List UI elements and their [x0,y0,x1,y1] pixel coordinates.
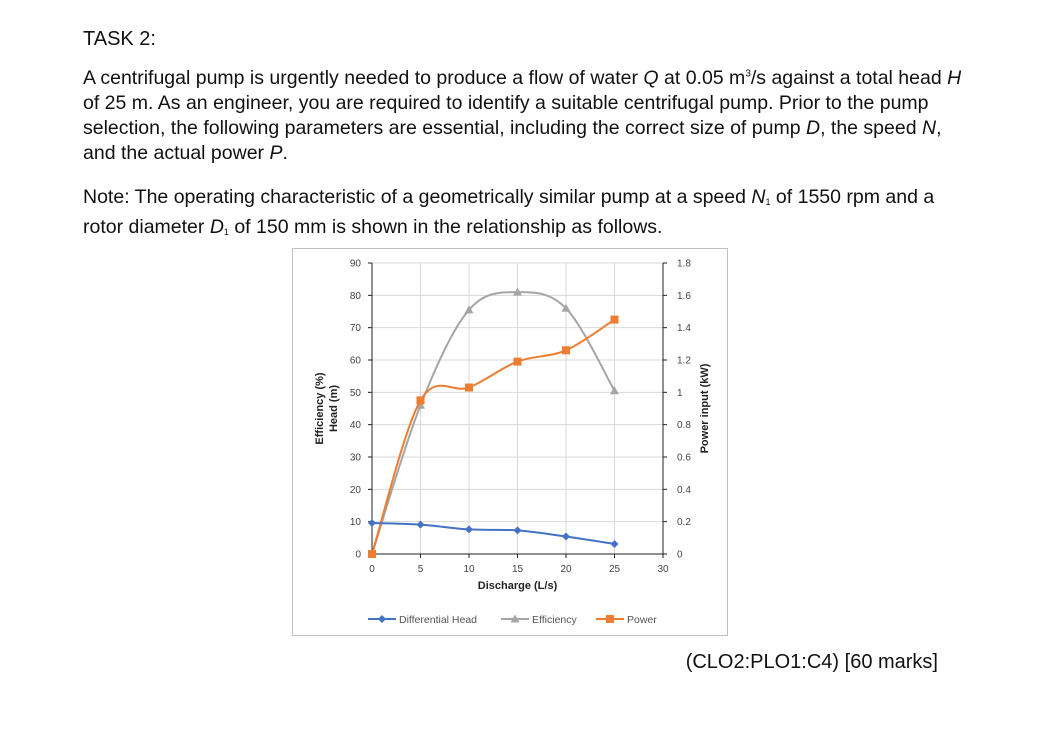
left-tick-label: 50 [349,387,361,399]
right-tick-label: 0.2 [677,517,691,529]
left-tick-label: 90 [349,258,361,270]
right-tick-label: 1.4 [677,323,691,335]
differential-head-data-point [611,540,619,548]
left-axis-title-efficiency: Efficiency (%) [314,372,326,445]
efficiency-data-point [610,386,619,394]
x-tick-label: 5 [417,564,424,575]
left-tick-label: 80 [349,290,361,302]
right-tick-label: 1.6 [677,290,691,302]
x-tick-label: 0 [369,564,375,575]
x-tick-label: 20 [560,564,572,575]
right-tick-label: 1.8 [677,258,691,270]
legend-differential-head-label: Differential Head [399,614,478,626]
x-tick-label: 10 [463,564,475,575]
pump-characteristic-chart [292,248,728,636]
x-tick-label: 25 [608,564,621,575]
x-tick-label: 30 [657,564,669,575]
power-data-point [514,358,522,366]
legend-power-label: Power [627,614,657,626]
right-tick-label: 0.6 [677,452,691,464]
x-tick-label: 15 [511,564,524,575]
left-tick-label: 70 [349,323,361,335]
right-tick-label: 0.8 [677,420,691,432]
right-tick-label: 1 [677,387,683,399]
power-data-point [465,383,473,391]
left-tick-label: 20 [349,484,361,496]
left-tick-label: 0 [355,549,361,561]
x-axis-title: Discharge (L/s) [477,580,558,592]
left-axis-title-head: Head (m) [328,384,340,433]
power-data-point [368,550,376,558]
power-data-point [611,316,619,324]
left-tick-label: 10 [349,517,361,529]
differential-head-data-point [368,519,376,527]
legend-efficiency-label: Efficiency [532,614,577,626]
task-title: TASK 2: [83,28,156,50]
right-axis-title: Power input (kW) [699,363,711,454]
differential-head-data-point [465,525,473,533]
left-tick-label: 60 [349,355,361,367]
problem-statement: A centrifugal pump is urgently needed to produce a flow of water Q at 0.05 $m^3/s$ against a total head H of 25 m. As an engineer, you are required to identify a suitable centrifugal pump. Prior to the pump selection, the following parameters are essential, including the correct size of pump D, the speed N, and the actual power P. [83,67,962,164]
differential-head-data-point [562,533,570,541]
right-tick-label: 0 [677,549,683,561]
power-data-point [417,396,425,404]
left-tick-label: 40 [349,420,361,432]
left-tick-label: 30 [349,452,361,464]
legend-power-marker [606,615,614,623]
differential-head-data-point [514,526,522,534]
marks-label: (CLO2:PLO1:C4) [60 marks] [685,651,938,673]
power-data-point [562,346,570,354]
legend-differential-head-marker [378,615,386,623]
differential-head-series-line [372,523,615,544]
right-tick-label: 0.4 [677,484,691,496]
efficiency-series-line [372,292,615,554]
right-tick-label: 1.2 [677,355,691,367]
chart-svg [293,249,729,637]
note-paragraph: Note: The operating characteristic of a geometrically similar pump at a speed $N_1$ of 1550 rpm and a rotor diameter $D_1$ of 150 mm is shown in the relationship as follows. [83,186,935,238]
